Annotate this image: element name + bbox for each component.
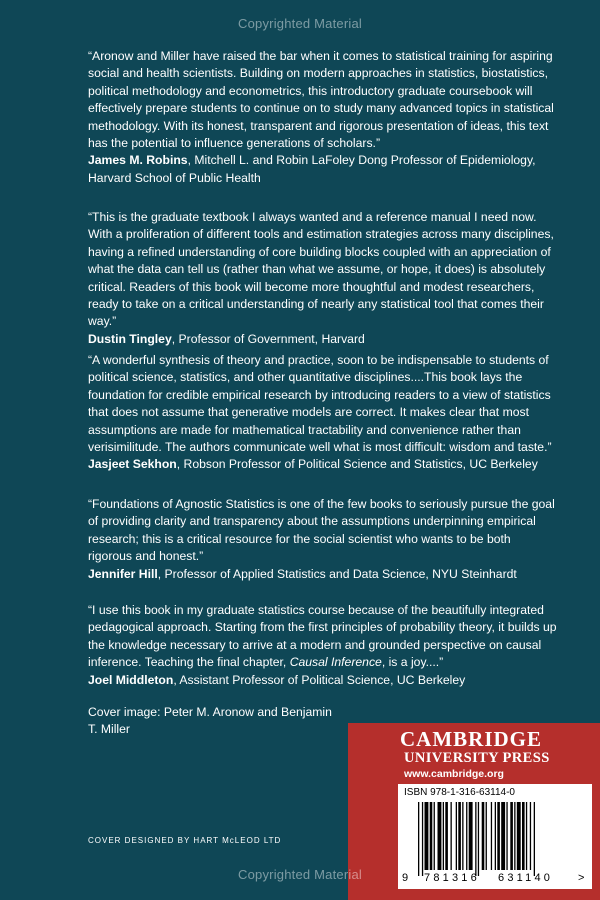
barcode-bar bbox=[418, 802, 419, 876]
blurb-author-title: , Mitchell L. and Robin LaFoley Dong Professor of Epidemiology, Harvard School of Public Health bbox=[88, 153, 536, 185]
blurb-author-title: , Robson Professor of Political Science and Statistics, UC Berkeley bbox=[176, 457, 538, 472]
barcode-bar bbox=[466, 802, 467, 870]
blurb-text-italic: Causal Inference bbox=[289, 655, 382, 670]
blurb-author-title: , Professor of Government, Harvard bbox=[171, 331, 365, 346]
watermark-bottom: Copyrighted Material bbox=[238, 867, 362, 882]
blurb-attribution bbox=[88, 331, 558, 348]
ean-left-group: 781316 bbox=[424, 872, 480, 884]
barcode-bar bbox=[478, 802, 479, 876]
barcode-bar bbox=[514, 802, 515, 870]
blurb-robins bbox=[88, 48, 558, 187]
isbn-text: ISBN 978-1-316-63114-0 bbox=[404, 787, 515, 798]
blurb-text-end: , is a joy....” bbox=[381, 655, 444, 670]
barcode-bar bbox=[510, 802, 513, 870]
blurb-text: “Foundations of Agnostic Statistics is one of the few books to seriously pursue the goal of providing clarity and transparency about the assumptions underpinning empirical research; this is a critical resource for the social scientist who wants to be both rigorous and honest.” bbox=[88, 497, 555, 564]
ean-quiet-mark: > bbox=[578, 872, 585, 884]
publisher-press: UNIVERSITY PRESS bbox=[404, 750, 550, 766]
barcode-bar bbox=[438, 802, 442, 870]
blurb-author: Dustin Tingley bbox=[88, 331, 172, 346]
blurb-author-title: , Professor of Applied Statistics and Data Science, NYU Steinhardt bbox=[157, 566, 517, 581]
blurb-attribution bbox=[88, 456, 558, 473]
ean-first-digit: 9 bbox=[402, 872, 409, 884]
barcode-bar bbox=[486, 802, 487, 870]
barcode-bar bbox=[497, 802, 500, 870]
blurb-text bbox=[88, 602, 558, 672]
barcode-bar bbox=[443, 802, 444, 870]
barcode-bar bbox=[456, 802, 457, 870]
ean-right-group: 631140 bbox=[498, 872, 554, 884]
barcode-bar bbox=[425, 802, 429, 870]
barcode-bar bbox=[482, 802, 485, 870]
publisher-url: www.cambridge.org bbox=[404, 768, 504, 780]
barcode-bar bbox=[491, 802, 492, 870]
barcode-bar bbox=[462, 802, 463, 870]
blurb-middleton bbox=[88, 602, 558, 689]
barcode-bar bbox=[526, 802, 527, 870]
blurb-attribution bbox=[88, 152, 558, 187]
barcode-bar bbox=[522, 802, 525, 870]
blurb-sekhon bbox=[88, 352, 558, 474]
barcode-bar bbox=[434, 802, 435, 870]
barcode-bar bbox=[445, 802, 448, 870]
blurb-author: Jasjeet Sekhon bbox=[88, 457, 177, 472]
barcode-bar bbox=[534, 802, 535, 876]
barcode-bar bbox=[530, 802, 531, 870]
blurb-text: “A wonderful synthesis of theory and practice, soon to be indispensable to students of political science, statistics, and other quantitative disciplines....This book lays the foundation for credible empirical research by introducing readers to a view of statistics that does not assume that generative models are correct. It makes clear that most assumptions are made for mathematical tractability and convenience rather than verisimilitude. The authors communicate well what is most difficult: wisdom and taste.” bbox=[88, 353, 552, 455]
cover-image-credit: Cover image: Peter M. Aronow and Benjamin T. Miller bbox=[88, 705, 332, 737]
cover-designer-credit: COVER DESIGNED BY HART McLEOD LTD bbox=[88, 836, 282, 845]
blurb-text: “This is the graduate textbook I always wanted and a reference manual I need now. With a proliferation of different tools and estimation strategies across many disciplines, having a refined understanding of core building blocks coupled with an appreciation of what the data can tell us (rather than what we assume, or hope, it does) is absolutely critical. Readers of this book will become more thoughtful and modest researchers, ready to take on a critical understanding of nearly any statistical tool that comes their way.” bbox=[88, 210, 554, 329]
blurb-attribution bbox=[88, 672, 558, 689]
barcode-bar bbox=[451, 802, 452, 870]
publisher-name: CAMBRIDGE bbox=[400, 727, 543, 751]
barcode-bar bbox=[475, 802, 476, 876]
blurb-tingley bbox=[88, 209, 558, 348]
blurb-author: Joel Middleton bbox=[88, 672, 174, 687]
watermark-top: Copyrighted Material bbox=[238, 16, 362, 31]
barcode-bar bbox=[506, 802, 507, 870]
blurb-author: James M. Robins bbox=[88, 153, 188, 168]
barcode-bar bbox=[458, 802, 461, 870]
barcode-bar bbox=[469, 802, 473, 870]
barcode-bar bbox=[422, 802, 423, 876]
blurb-text-start: “I use this book in my graduate statistics course because of the beautifully integrated pedagogical approach. Starting from the first principles of probability theory, it builds up the knowledge necessary to arrive at a modern and grounded perspective on causal inference. Teaching the final chapter, bbox=[88, 603, 557, 670]
barcode-bar bbox=[495, 802, 496, 870]
barcode-bar bbox=[501, 802, 505, 870]
barcode-bar bbox=[430, 802, 433, 870]
blurb-author: Jennifer Hill bbox=[88, 566, 158, 581]
blurb-hill bbox=[88, 496, 558, 583]
barcode-bar bbox=[517, 802, 521, 870]
blurb-author-title: , Assistant Professor of Political Science, UC Berkeley bbox=[173, 672, 466, 687]
blurb-text: “Aronow and Miller have raised the bar when it comes to statistical training for aspiring social and health scientists. Building on modern approaches in statistics, biostatistics, political methodology and econometrics, this introductory graduate coursebook will effectively prepare students to continue on to study many advanced topics in statistical methodology. With its honest, transparent and rigorous presentation of ideas, this text has the potential to influence generations of scholars.” bbox=[88, 49, 554, 151]
blurb-attribution bbox=[88, 566, 558, 583]
